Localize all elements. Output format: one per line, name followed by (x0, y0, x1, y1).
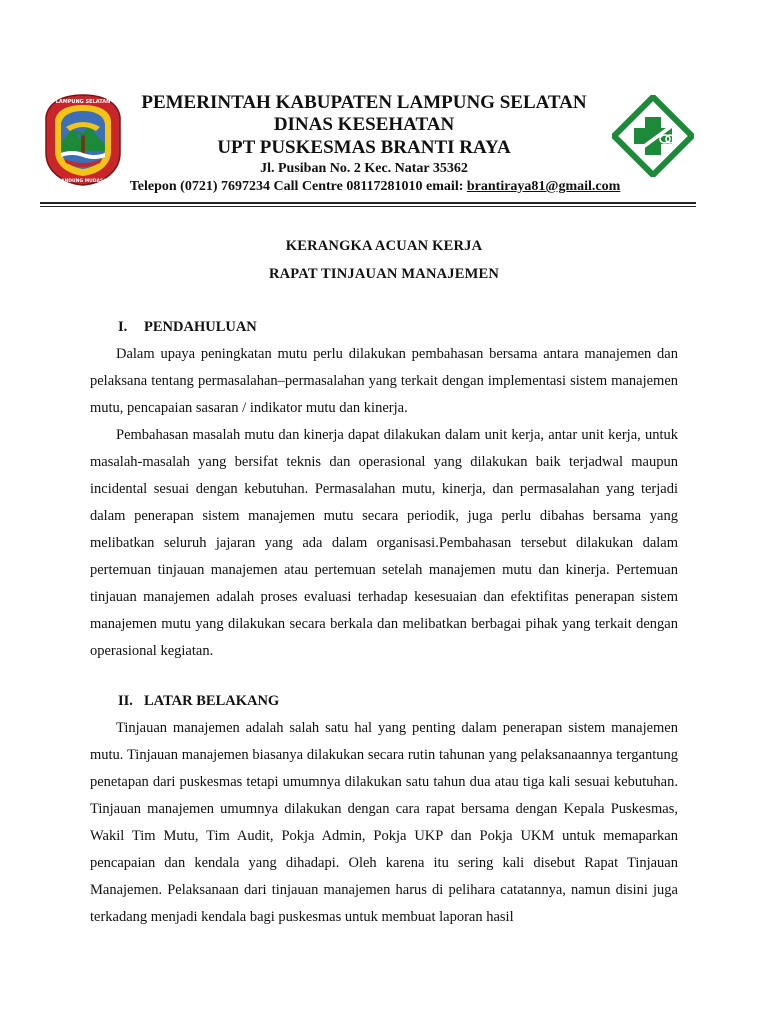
letterhead (110, 92, 710, 196)
section-title: LATAR BELAKANG (144, 693, 280, 709)
letterhead-divider-thin (40, 206, 696, 207)
left-logo-top-text: LAMPUNG SELATAN (55, 99, 111, 105)
paragraph: Tinjauan manajemen adalah salah satu hal yang penting dalam penerapan sistem manajemen mutu. Tinjauan manajemen biasanya dilakukan secara rutin tahunan yang pelaksanaannya tergantung penetapan dari puskesmas tetapi umumnya dilakukan satu tahun dua atau tiga kali sesuai kebutuhan. Tinjauan manajemen umumnya dilakukan dengan cara rapat bersama dengan Kepala Puskesmas, Wakil Tim Mutu, Tim Audit, Pokja Admin, Pokja UKP dan Pokja UKM untuk memaparkan pencapaian dan kendala yang dihadapi. Oleh karena itu sering kali disebut Rapat Tinjauan Manajemen. Pelaksanaan dari tinjauan manajemen harus di pelihara catatannya, namun disini juga terkadang menjadi kendala bagi puskesmas untuk membuat laporan hasil (90, 720, 678, 925)
section-title: PENDAHULUAN (144, 319, 257, 335)
letterhead-institution: UPT PUSKESMAS BRANTI RAYA (217, 137, 511, 158)
paragraph: Dalam upaya peningkatan mutu perlu dilakukan pembahasan bersama antara manajemen dan pelaksana tentang permasalahan–permasalahan yang terkait dengan implementasi sistem manajemen mutu, pencapaian sasaran / indikator mutu dan kinerja. (90, 346, 678, 416)
contact-phone-text: Telepon (0721) 7697234 Call Centre 08117281010 email: (129, 179, 467, 194)
section-number: I. (118, 319, 128, 335)
paragraph: Pembahasan masalah mutu dan kinerja dapat dilakukan dalam unit kerja, antar unit kerja, untuk masalah-masalah yang bersifat teknis dan operasional yang dilakukan baik terjadwal maupun incidental sesuai dengan kebutuhan. Permasalahan mutu, kinerja, dan permasalahan yang terjadi dalam penerapan sistem manajemen mutu secara periodik, juga perlu dibahas bersama yang melibatkan seluruh jajaran yang ada dalam organisasi.Pembahasan tersebut dilakukan dalam pertemuan tinjauan manajemen atau pertemuan setelah manajemen mutu dan kinerja. Pertemuan tinjauan manajemen adalah proses evaluasi terhadap kesesuaian dan efektifitas penerapan sistem manajemen mutu yang dilakukan secara berkala dan melibatkan berbagai pihak yang terkait dengan operasional kegiatan. (90, 427, 678, 659)
document-subtitle: RAPAT TINJAUAN MANAJEMEN (268, 266, 500, 282)
letterhead-government: PEMERINTAH KABUPATEN LAMPUNG SELATAN (141, 92, 587, 113)
letterhead-department: DINAS KESEHATAN (273, 114, 455, 135)
email-link[interactable]: brantiraya81@gmail.com (466, 179, 621, 194)
letterhead-contact (0, 178, 750, 196)
section-heading-latar-belakang (118, 693, 279, 710)
document-title: KERANGKA ACUAN KERJA (285, 238, 483, 254)
left-logo-bottom-text: BANDUNG MUDASIR (57, 179, 109, 184)
section-number: II. (118, 693, 133, 709)
letterhead-divider-thick (40, 202, 696, 204)
section-heading-pendahuluan (118, 319, 257, 336)
letterhead-address: Jl. Pusiban No. 2 Kec. Natar 35362 (260, 161, 468, 176)
